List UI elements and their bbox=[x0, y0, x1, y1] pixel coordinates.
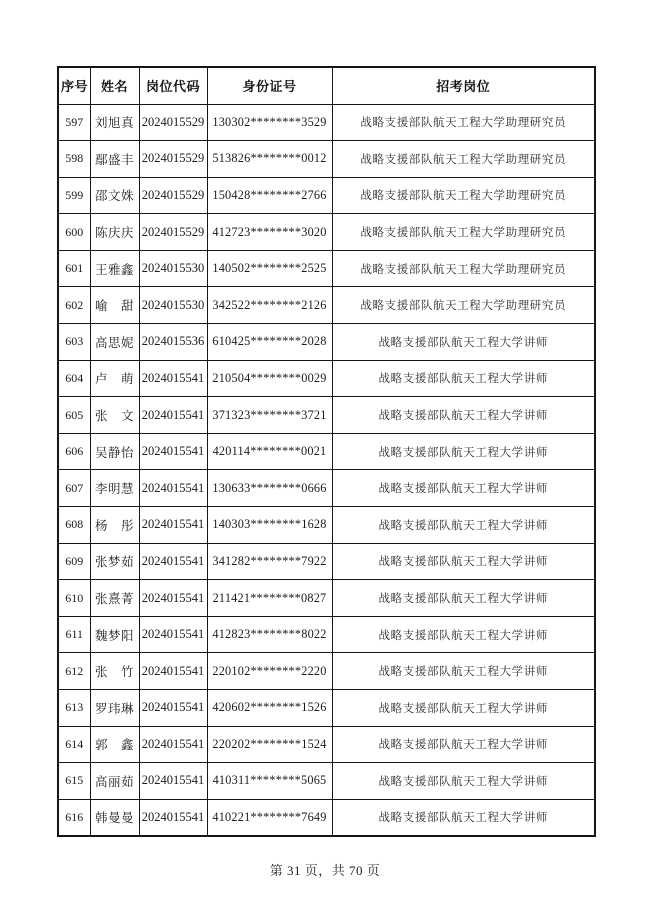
cell-position: 战略支援部队航天工程大学讲师 bbox=[332, 397, 595, 434]
cell-seq: 600 bbox=[58, 214, 90, 251]
table-row bbox=[58, 177, 595, 214]
cell-code: 2024015530 bbox=[139, 287, 207, 324]
cell-position: 战略支援部队航天工程大学讲师 bbox=[332, 324, 595, 361]
table-row bbox=[58, 324, 595, 361]
table-header-row bbox=[58, 67, 595, 104]
cell-seq: 607 bbox=[58, 470, 90, 507]
table-row bbox=[58, 141, 595, 178]
cell-seq: 601 bbox=[58, 250, 90, 287]
table-row bbox=[58, 580, 595, 617]
cell-position: 战略支援部队航天工程大学助理研究员 bbox=[332, 141, 595, 178]
cell-id-number: 410221********7649 bbox=[207, 799, 332, 836]
cell-code: 2024015541 bbox=[139, 799, 207, 836]
page-number-footer: 第 31 页，共 70 页 bbox=[269, 863, 381, 878]
cell-code: 2024015541 bbox=[139, 470, 207, 507]
cell-id-number: 342522********2126 bbox=[207, 287, 332, 324]
table-row bbox=[58, 214, 595, 251]
cell-position: 战略支援部队航天工程大学讲师 bbox=[332, 507, 595, 544]
cell-position: 战略支援部队航天工程大学讲师 bbox=[332, 799, 595, 836]
cell-position: 战略支援部队航天工程大学讲师 bbox=[332, 433, 595, 470]
cell-seq: 597 bbox=[58, 104, 90, 141]
cell-seq: 613 bbox=[58, 690, 90, 727]
cell-name: 吴静怡 bbox=[90, 433, 139, 470]
cell-code: 2024015541 bbox=[139, 616, 207, 653]
cell-code: 2024015541 bbox=[139, 543, 207, 580]
cell-name: 高丽茹 bbox=[90, 763, 139, 800]
cell-id-number: 341282********7922 bbox=[207, 543, 332, 580]
cell-position: 战略支援部队航天工程大学助理研究员 bbox=[332, 177, 595, 214]
cell-code: 2024015529 bbox=[139, 214, 207, 251]
cell-code: 2024015541 bbox=[139, 763, 207, 800]
cell-name: 卢 萌 bbox=[90, 360, 139, 397]
table-row bbox=[58, 726, 595, 763]
cell-id-number: 412823********8022 bbox=[207, 616, 332, 653]
cell-position: 战略支援部队航天工程大学讲师 bbox=[332, 726, 595, 763]
cell-seq: 605 bbox=[58, 397, 90, 434]
cell-id-number: 211421********0827 bbox=[207, 580, 332, 617]
cell-position: 战略支援部队航天工程大学讲师 bbox=[332, 616, 595, 653]
column-header-seq: 序号 bbox=[58, 67, 90, 104]
cell-name: 杨 彤 bbox=[90, 507, 139, 544]
cell-seq: 609 bbox=[58, 543, 90, 580]
cell-seq: 608 bbox=[58, 507, 90, 544]
table-row bbox=[58, 763, 595, 800]
cell-code: 2024015536 bbox=[139, 324, 207, 361]
table-row bbox=[58, 397, 595, 434]
cell-position: 战略支援部队航天工程大学助理研究员 bbox=[332, 104, 595, 141]
cell-id-number: 220102********2220 bbox=[207, 653, 332, 690]
cell-id-number: 610425********2028 bbox=[207, 324, 332, 361]
cell-seq: 611 bbox=[58, 616, 90, 653]
cell-id-number: 410311********5065 bbox=[207, 763, 332, 800]
cell-code: 2024015541 bbox=[139, 507, 207, 544]
applicant-table-body bbox=[58, 104, 595, 836]
cell-name: 鄢盛丰 bbox=[90, 141, 139, 178]
cell-name: 韩曼曼 bbox=[90, 799, 139, 836]
cell-name: 张 文 bbox=[90, 397, 139, 434]
cell-seq: 614 bbox=[58, 726, 90, 763]
cell-name: 郭 鑫 bbox=[90, 726, 139, 763]
cell-seq: 610 bbox=[58, 580, 90, 617]
cell-name: 高思妮 bbox=[90, 324, 139, 361]
cell-id-number: 130633********0666 bbox=[207, 470, 332, 507]
cell-code: 2024015541 bbox=[139, 580, 207, 617]
cell-code: 2024015529 bbox=[139, 141, 207, 178]
column-header-code: 岗位代码 bbox=[139, 67, 207, 104]
cell-code: 2024015541 bbox=[139, 690, 207, 727]
cell-seq: 598 bbox=[58, 141, 90, 178]
column-header-id: 身份证号 bbox=[207, 67, 332, 104]
table-row bbox=[58, 507, 595, 544]
cell-code: 2024015529 bbox=[139, 177, 207, 214]
cell-name: 罗玮琳 bbox=[90, 690, 139, 727]
cell-code: 2024015541 bbox=[139, 397, 207, 434]
cell-seq: 612 bbox=[58, 653, 90, 690]
table-row bbox=[58, 690, 595, 727]
cell-position: 战略支援部队航天工程大学讲师 bbox=[332, 360, 595, 397]
cell-seq: 615 bbox=[58, 763, 90, 800]
cell-seq: 602 bbox=[58, 287, 90, 324]
cell-id-number: 412723********3020 bbox=[207, 214, 332, 251]
cell-name: 魏梦阳 bbox=[90, 616, 139, 653]
cell-name: 邵文姝 bbox=[90, 177, 139, 214]
cell-seq: 604 bbox=[58, 360, 90, 397]
column-header-name: 姓名 bbox=[90, 67, 139, 104]
cell-position: 战略支援部队航天工程大学讲师 bbox=[332, 470, 595, 507]
cell-seq: 606 bbox=[58, 433, 90, 470]
cell-code: 2024015529 bbox=[139, 104, 207, 141]
cell-id-number: 130302********3529 bbox=[207, 104, 332, 141]
cell-name: 刘旭真 bbox=[90, 104, 139, 141]
table-row bbox=[58, 543, 595, 580]
cell-code: 2024015541 bbox=[139, 360, 207, 397]
cell-name: 张 竹 bbox=[90, 653, 139, 690]
cell-id-number: 371323********3721 bbox=[207, 397, 332, 434]
cell-position: 战略支援部队航天工程大学讲师 bbox=[332, 763, 595, 800]
cell-name: 陈庆庆 bbox=[90, 214, 139, 251]
table-row bbox=[58, 653, 595, 690]
cell-name: 喻 甜 bbox=[90, 287, 139, 324]
cell-id-number: 420114********0021 bbox=[207, 433, 332, 470]
cell-name: 李明慧 bbox=[90, 470, 139, 507]
cell-position: 战略支援部队航天工程大学讲师 bbox=[332, 690, 595, 727]
table-row bbox=[58, 287, 595, 324]
cell-id-number: 150428********2766 bbox=[207, 177, 332, 214]
cell-id-number: 140303********1628 bbox=[207, 507, 332, 544]
cell-code: 2024015530 bbox=[139, 250, 207, 287]
cell-code: 2024015541 bbox=[139, 433, 207, 470]
table-row bbox=[58, 104, 595, 141]
column-header-position: 招考岗位 bbox=[332, 67, 595, 104]
table-row bbox=[58, 799, 595, 836]
cell-name: 王雅鑫 bbox=[90, 250, 139, 287]
cell-id-number: 513826********0012 bbox=[207, 141, 332, 178]
cell-name: 张熹菁 bbox=[90, 580, 139, 617]
table-row bbox=[58, 616, 595, 653]
cell-id-number: 140502********2525 bbox=[207, 250, 332, 287]
cell-seq: 616 bbox=[58, 799, 90, 836]
cell-id-number: 220202********1524 bbox=[207, 726, 332, 763]
cell-position: 战略支援部队航天工程大学讲师 bbox=[332, 543, 595, 580]
cell-name: 张梦茹 bbox=[90, 543, 139, 580]
table-row bbox=[58, 250, 595, 287]
cell-position: 战略支援部队航天工程大学助理研究员 bbox=[332, 250, 595, 287]
table-row bbox=[58, 433, 595, 470]
cell-id-number: 210504********0029 bbox=[207, 360, 332, 397]
table-row bbox=[58, 360, 595, 397]
table-row bbox=[58, 470, 595, 507]
cell-seq: 599 bbox=[58, 177, 90, 214]
cell-position: 战略支援部队航天工程大学助理研究员 bbox=[332, 287, 595, 324]
applicant-roster-table bbox=[57, 66, 596, 837]
cell-id-number: 420602********1526 bbox=[207, 690, 332, 727]
cell-code: 2024015541 bbox=[139, 726, 207, 763]
cell-seq: 603 bbox=[58, 324, 90, 361]
cell-position: 战略支援部队航天工程大学助理研究员 bbox=[332, 214, 595, 251]
cell-code: 2024015541 bbox=[139, 653, 207, 690]
cell-position: 战略支援部队航天工程大学讲师 bbox=[332, 580, 595, 617]
cell-position: 战略支援部队航天工程大学讲师 bbox=[332, 653, 595, 690]
